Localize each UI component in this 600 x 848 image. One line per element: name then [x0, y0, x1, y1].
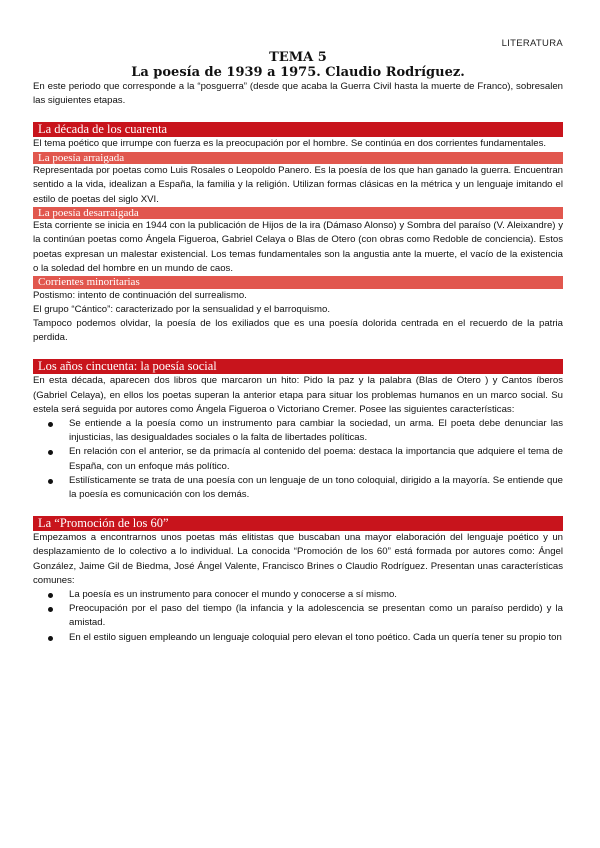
promocion-paragraph: Empezamos a encontrarnos unos poetas más elitistas que buscaban una mayor elaboración del lenguaje poético y un desplazamiento de lo colectivo a lo individual. La conocida “Promoción de los 60” está formada por autores como: Ángel González, Jaime Gil de Biedma, José Ángel Valente, Francisco Brines o Claudio Rodríguez. Presentan unas características comunes:: [33, 532, 563, 586]
list-item-text: La poesía es un instrumento para conocer el mundo y conocerse a sí mismo.: [69, 588, 397, 600]
section-heading-cuarenta: La década de los cuarenta: [33, 122, 563, 137]
bullet-icon: [48, 593, 53, 598]
list-item: [69, 602, 563, 630]
list-item-text: Se entiende a la poesía como un instrumento para cambiar la sociedad, un arma. El poeta debe denunciar las injusticias, las desigualdades sociales o la falta de libertades políticas.: [69, 417, 563, 444]
section-heading-cincuenta: Los años cincuenta: la poesía social: [33, 359, 563, 374]
subsection-heading-desarraigada: La poesía desarraigada: [33, 207, 563, 220]
arraigada-paragraph: Representada por poetas como Luis Rosales o Leopoldo Panero. Es la poesía de los que han ganado la guerra. Encuentran sentido a la vida, idealizan a España, la familia y la religión. Utilizan formas clásicas en la métrica y un lenguaje imitando el estilo de poetas del siglo XVI.: [33, 165, 563, 205]
desarraigada-paragraph: Esta corriente se inicia en 1944 con la publicación de Hijos de la ira (Dámaso Alonso) y Sombra del paraíso (V. Aleixandre) y la continúan poetas como Ángela Figueroa, Gabriel Celaya o Blas de Otero (con obras como Redoble de conciencia). Estos poetas expresan un malestar existencial. Los temas fundamentales son la angustia ante la muerte, el vacío de la existencia o la soledad del hombre en un mundo de caos.: [33, 220, 563, 274]
subject-label: LITERATURA: [501, 38, 563, 49]
minoritarias-line: Postismo: intento de continuación del surrealismo.: [33, 289, 247, 301]
bullet-icon: [48, 450, 53, 455]
list-item-text: En el estilo siguen empleando un lenguaje coloquial pero elevan el tono poético. Cada un quería tener su propio ton: [69, 631, 562, 643]
minoritarias-line: El grupo “Cántico”: caracterizado por la sensualidad y el barroquismo.: [33, 303, 331, 315]
document-page: [33, 36, 563, 645]
section-heading-promocion: La “Promoción de los 60”: [33, 516, 563, 531]
list-item: [69, 588, 563, 602]
list-item: [69, 417, 563, 445]
list-item-text: Preocupación por el paso del tiempo (la infancia y la adolescencia se presentan como un paraíso perdido) y la amistad.: [69, 603, 563, 629]
list-item-text: En relación con el anterior, se da primacía al contenido del poema: destaca la importancia que adquiere el tema de España, con un enfoque más político.: [69, 446, 563, 472]
subsection-heading-minoritarias: Corrientes minoritarias: [33, 276, 563, 289]
subsection-heading-arraigada: La poesía arraigada: [33, 152, 563, 165]
promocion-list: [33, 588, 563, 645]
list-item-text: Estilísticamente se trata de una poesía con un lenguaje de un tono coloquial, dirigido a la mayoría. Se entiende que la poesía es comunicación con los demás.: [69, 474, 563, 500]
bullet-icon: [48, 607, 53, 612]
page-title: La poesía de 1939 a 1975. Claudio Rodríguez.: [131, 65, 465, 80]
minoritarias-line: Tampoco podemos olvidar, la poesía de los exiliados que es una poesía dolorida centrada en el recuerdo de la patria perdida.: [33, 317, 563, 344]
list-item: [69, 445, 563, 473]
intro-paragraph: En este periodo que corresponde a la “posguerra” (desde que acaba la Guerra Civil hasta la muerte de Franco), sobresalen las siguientes etapas.: [33, 81, 563, 107]
list-item: [69, 474, 563, 502]
bullet-icon: [48, 479, 53, 484]
bullet-icon: [48, 636, 53, 641]
list-item: [69, 631, 563, 645]
cincuenta-paragraph: En esta década, aparecen dos libros que marcaron un hito: Pido la paz y la palabra (Blas de Otero ) y Cantos íberos (Gabriel Celaya), en ellos los poetas superan la anterior etapa para situar los problemas humanos en un marco social. Su estela será seguida por autores como Ángela Figueroa o Victoriano Cremer. Posee las siguientes características:: [33, 375, 563, 415]
bullet-icon: [48, 422, 53, 427]
topic-number: TEMA 5: [269, 50, 327, 65]
cuarenta-paragraph: El tema poético que irrumpe con fuerza es la preocupación por el hombre. Se continúa en dos corrientes fundamentales.: [33, 138, 547, 150]
cincuenta-list: [33, 417, 563, 502]
